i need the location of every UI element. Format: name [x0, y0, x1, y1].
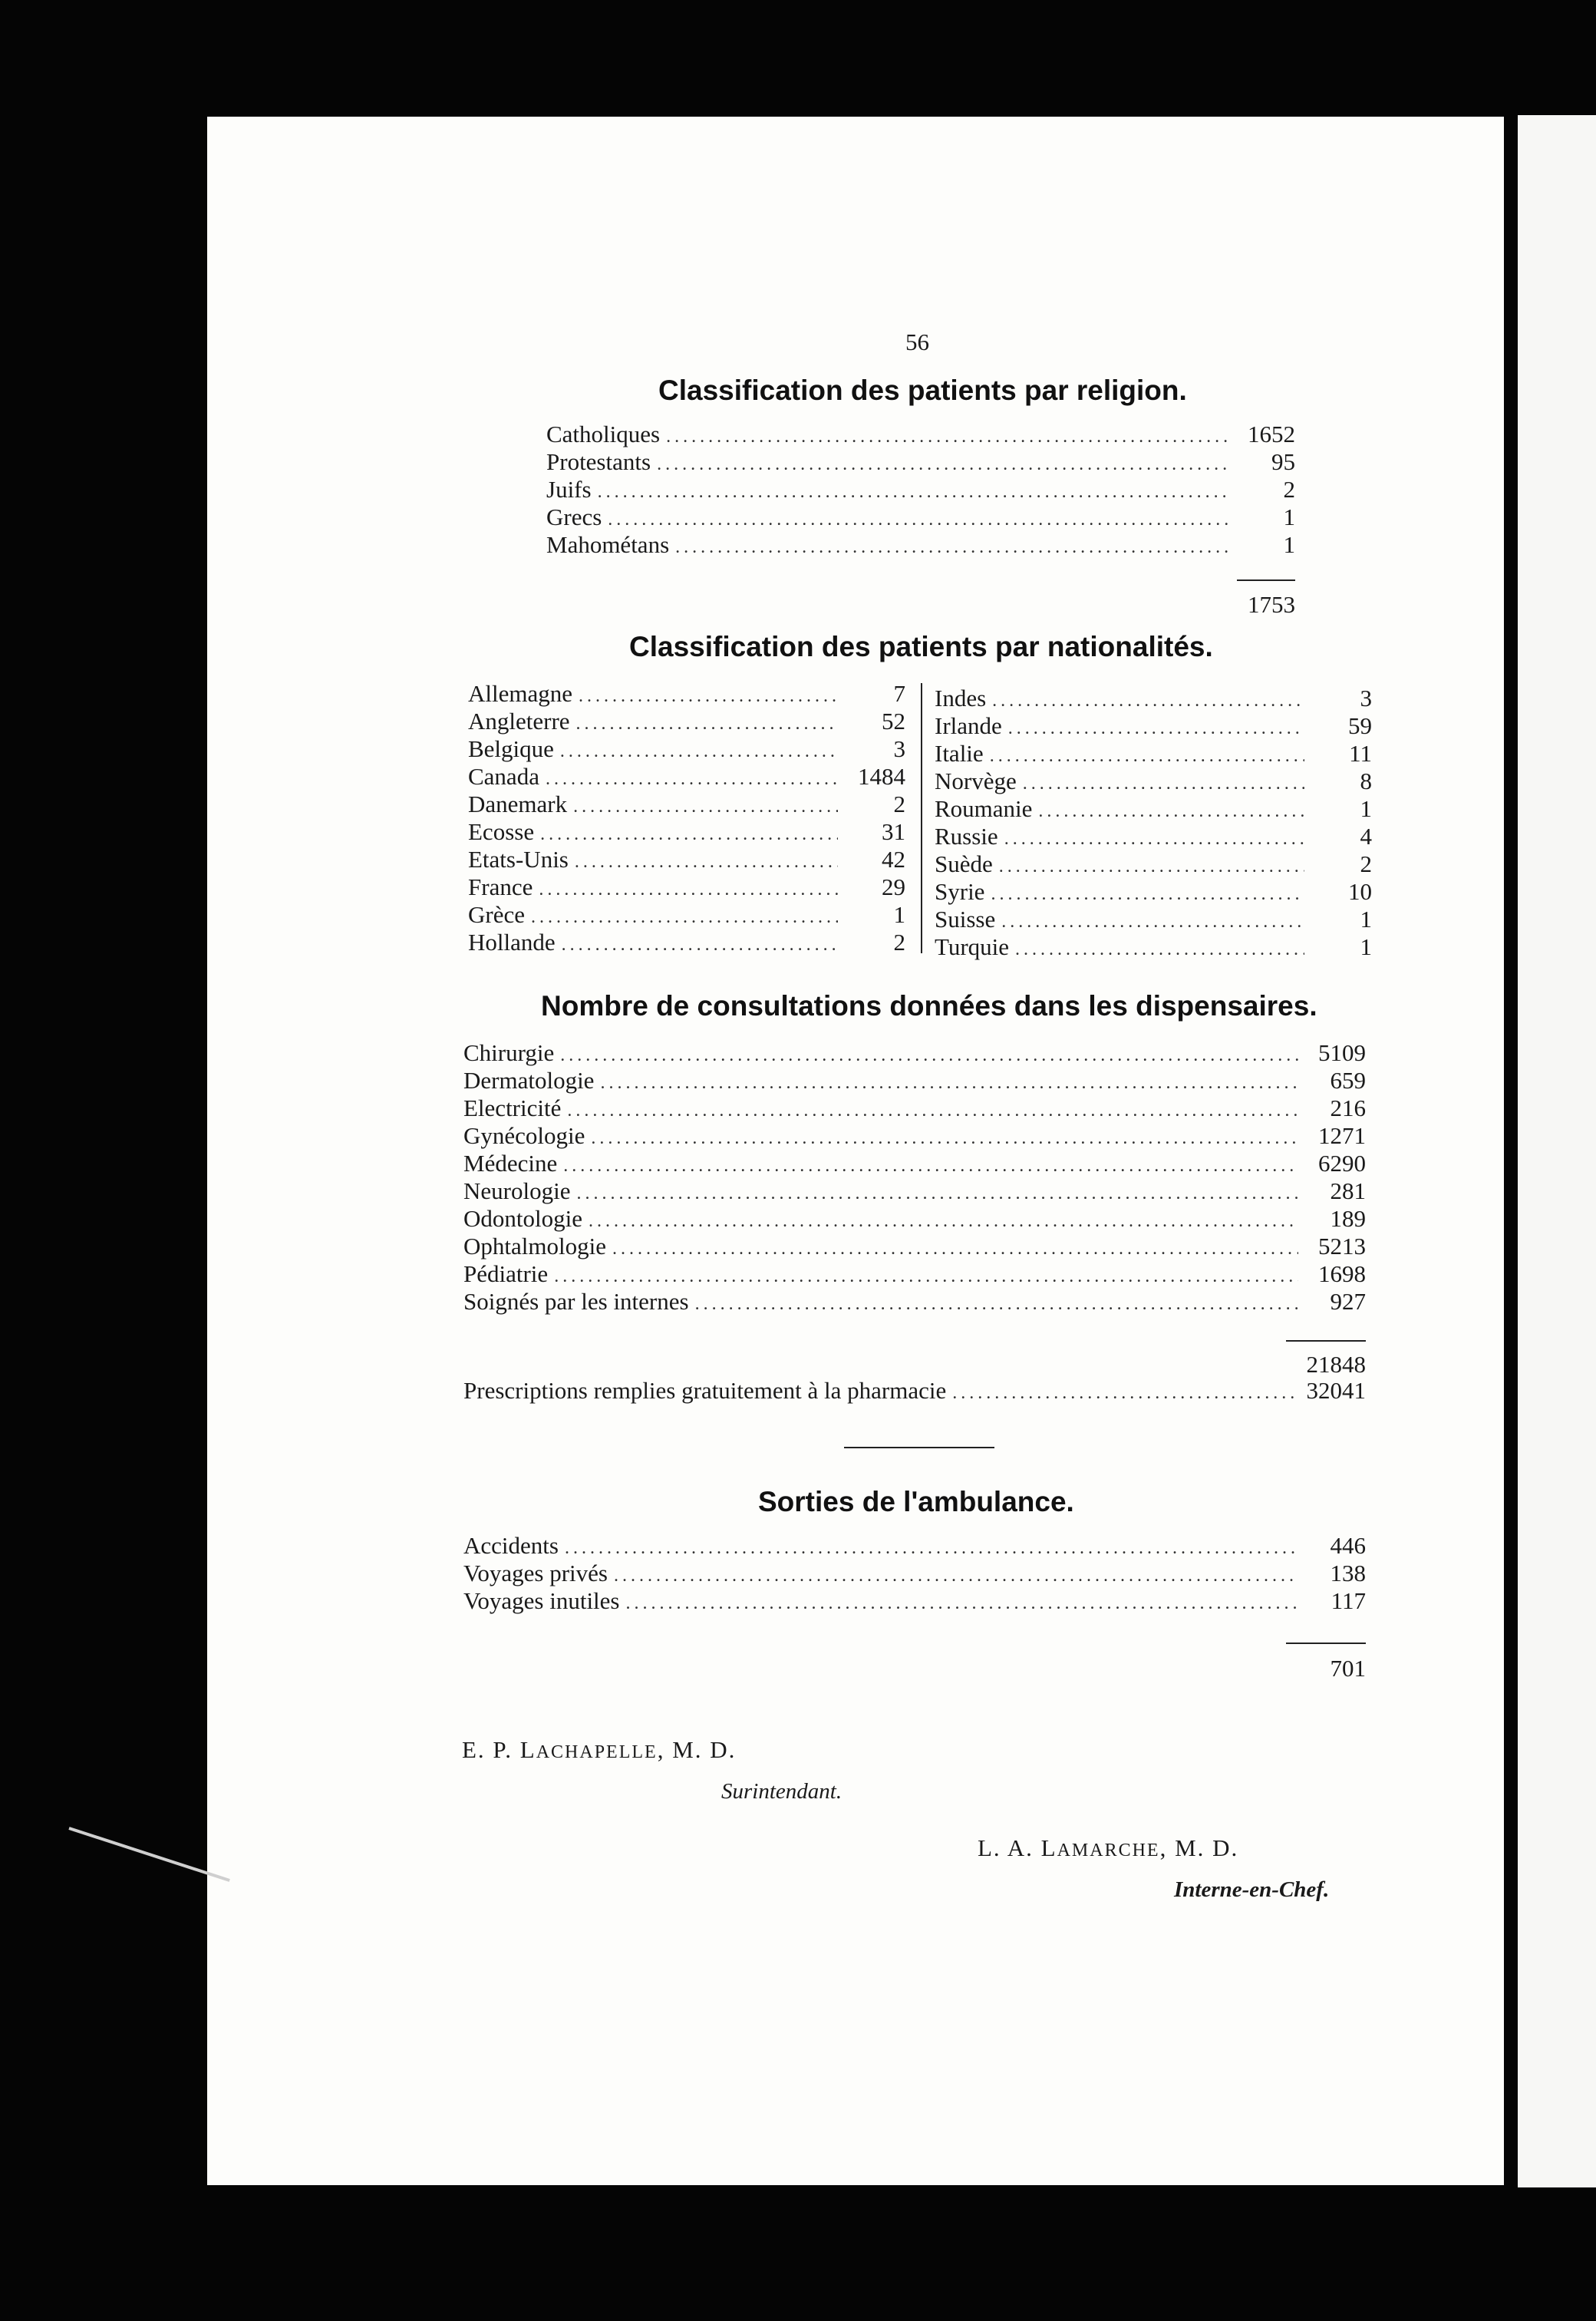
leader-dots — [576, 1184, 1298, 1204]
religion-total: 1753 — [1248, 591, 1295, 618]
film-scratch — [68, 1827, 229, 1882]
ambulance-total-rule — [1286, 1643, 1366, 1644]
leader-dots — [563, 1156, 1298, 1177]
leader-dots — [608, 510, 1228, 530]
dispensary-value: 659 — [1330, 1067, 1366, 1094]
page-number: 56 — [905, 329, 929, 355]
nationality-left-row — [468, 846, 905, 873]
adjacent-page-edge — [1518, 115, 1596, 2187]
dispensary-label: Soignés par les internes — [463, 1288, 689, 1315]
sig2-suffix: , M. D. — [1159, 1834, 1239, 1861]
religion-label: Grecs — [546, 503, 602, 530]
nationality-left-row — [468, 735, 905, 762]
nationality-left-row — [468, 901, 905, 928]
leader-dots — [991, 884, 1304, 905]
sig2-initials: L. A. L — [978, 1834, 1057, 1861]
religion-label: Mahométans — [546, 531, 670, 558]
leader-dots — [567, 1101, 1298, 1121]
dispensary-row — [463, 1288, 1366, 1315]
nationality-left-label: Belgique — [468, 735, 554, 762]
dispensary-label: Dermatologie — [463, 1067, 595, 1094]
dispensary-row — [463, 1150, 1366, 1177]
religion-label: Catholiques — [546, 421, 661, 447]
religion-row — [546, 503, 1295, 530]
dispensary-value: 1271 — [1318, 1122, 1366, 1149]
ambulance-heading: Sorties de l'ambulance. — [758, 1486, 1074, 1517]
religion-value: 2 — [1283, 476, 1295, 503]
nationality-right-label: Suède — [935, 850, 993, 877]
nationality-left-row — [468, 708, 905, 735]
ambulance-value: 138 — [1330, 1560, 1366, 1586]
nationality-right-value: 10 — [1348, 878, 1372, 905]
religion-label: Protestants — [546, 448, 651, 475]
leader-dots — [990, 746, 1304, 767]
nationality-heading: Classification des patients par nationalités. — [629, 631, 1213, 662]
role-interne-en-chef: Interne-en-Chef. — [1174, 1877, 1330, 1902]
leader-dots — [589, 1211, 1298, 1232]
nationality-right-row — [935, 685, 1372, 711]
nationality-right-value: 1 — [1360, 933, 1372, 960]
dispensary-row — [463, 1122, 1366, 1149]
nationality-left-value: 1484 — [858, 763, 905, 790]
dispensary-row — [463, 1260, 1366, 1287]
nationality-left-value: 7 — [893, 680, 905, 707]
nationality-right-row — [935, 823, 1372, 850]
prescriptions-row — [463, 1377, 1366, 1404]
nationality-right-value: 1 — [1360, 906, 1372, 933]
nationality-right-row — [935, 740, 1372, 767]
ambulance-value: 446 — [1330, 1532, 1366, 1559]
nationality-right-value: 4 — [1360, 823, 1372, 850]
leader-dots — [612, 1239, 1298, 1260]
dispensary-value: 5213 — [1318, 1233, 1366, 1260]
dispensary-row — [463, 1094, 1366, 1121]
dispensary-label: Ophtalmologie — [463, 1233, 606, 1260]
leader-dots — [626, 1593, 1299, 1614]
nationality-left-label: Allemagne — [468, 680, 573, 707]
nationality-right-label: Irlande — [935, 712, 1002, 739]
dispensary-label: Pédiatrie — [463, 1260, 549, 1287]
nationality-left-label: Ecosse — [468, 818, 535, 845]
leader-dots — [999, 857, 1304, 877]
leader-dots — [992, 691, 1304, 711]
prescriptions-value: 32041 — [1306, 1377, 1366, 1404]
nationality-left-label: Danemark — [468, 791, 568, 817]
nationality-column-divider — [921, 683, 922, 953]
nationality-right-value: 11 — [1349, 740, 1372, 767]
leader-dots — [600, 1073, 1298, 1094]
nationality-right-value: 3 — [1360, 685, 1372, 711]
nationality-right-label: Russie — [935, 823, 998, 850]
signature-lachapelle — [462, 1736, 736, 1764]
nationality-left-label: Angleterre — [468, 708, 570, 735]
leader-dots — [560, 1045, 1298, 1066]
nationality-right-label: Syrie — [935, 878, 985, 905]
leader-dots — [554, 1266, 1298, 1287]
leader-dots — [695, 1294, 1298, 1315]
leader-dots — [579, 686, 838, 707]
religion-heading: Classification des patients par religion. — [658, 375, 1187, 406]
section-divider — [844, 1447, 994, 1448]
nationality-left-row — [468, 818, 905, 845]
dispensary-label: Chirurgie — [463, 1039, 555, 1066]
ambulance-label: Voyages inutiles — [463, 1587, 620, 1614]
nationality-left-label: Hollande — [468, 929, 556, 956]
nationality-right-row — [935, 712, 1372, 739]
leader-dots — [531, 907, 838, 928]
dispensary-label: Médecine — [463, 1150, 558, 1177]
dispensary-row — [463, 1233, 1366, 1260]
dispensaries-heading: Nombre de consultations données dans les dispensaires. — [541, 990, 1317, 1022]
leader-dots — [546, 769, 838, 790]
leader-dots — [666, 427, 1228, 447]
nationality-right-label: Suisse — [935, 906, 996, 933]
leader-dots — [573, 797, 838, 817]
leader-dots — [540, 824, 838, 845]
religion-row — [546, 448, 1295, 475]
nationality-right-value: 8 — [1360, 768, 1372, 794]
dispensary-label: Gynécologie — [463, 1122, 585, 1149]
leader-dots — [1038, 801, 1304, 822]
religion-value: 1652 — [1248, 421, 1295, 447]
religion-value: 1 — [1283, 503, 1295, 530]
nationality-left-label: Etats-Unis — [468, 846, 569, 873]
nationality-right-label: Turquie — [935, 933, 1010, 960]
religion-value: 1 — [1283, 531, 1295, 558]
nationality-left-label: France — [468, 873, 533, 900]
dispensary-label: Electricité — [463, 1094, 562, 1121]
ambulance-label: Voyages privés — [463, 1560, 608, 1586]
dispensary-row — [463, 1205, 1366, 1232]
leader-dots — [675, 537, 1228, 558]
ambulance-value: 117 — [1331, 1587, 1366, 1614]
dispensary-row — [463, 1177, 1366, 1204]
nationality-left-row — [468, 763, 905, 790]
dispensary-value: 216 — [1330, 1094, 1366, 1121]
nationality-right-value: 1 — [1360, 795, 1372, 822]
nationality-left-value: 52 — [882, 708, 905, 735]
dispensary-value: 189 — [1330, 1205, 1366, 1232]
nationality-right-row — [935, 768, 1372, 794]
dispensaries-total: 21848 — [1306, 1351, 1366, 1378]
nationality-left-value: 1 — [893, 901, 905, 928]
dispensary-row — [463, 1039, 1366, 1066]
leader-dots — [1004, 829, 1304, 850]
nationality-right-label: Roumanie — [935, 795, 1033, 822]
nationality-left-row — [468, 791, 905, 817]
nationality-right-row — [935, 850, 1372, 877]
nationality-left-row — [468, 680, 905, 707]
sig2-surname-rest: AMARCHE — [1057, 1841, 1160, 1860]
dispensary-value: 281 — [1330, 1177, 1366, 1204]
leader-dots — [1001, 912, 1304, 933]
ambulance-row — [463, 1560, 1366, 1586]
nationality-left-value: 2 — [893, 929, 905, 956]
dispensary-row — [463, 1067, 1366, 1094]
leader-dots — [539, 880, 838, 900]
nationality-right-value: 2 — [1360, 850, 1372, 877]
leader-dots — [952, 1383, 1298, 1404]
nationality-right-row — [935, 906, 1372, 933]
nationality-right-value: 59 — [1348, 712, 1372, 739]
leader-dots — [562, 935, 838, 956]
nationality-left-row — [468, 873, 905, 900]
dispensary-value: 1698 — [1318, 1260, 1366, 1287]
religion-row — [546, 421, 1295, 447]
nationality-left-label: Canada — [468, 763, 539, 790]
ambulance-total: 701 — [1330, 1655, 1366, 1682]
dispensary-value: 5109 — [1318, 1039, 1366, 1066]
leader-dots — [565, 1538, 1298, 1559]
religion-row — [546, 476, 1295, 503]
leader-dots — [591, 1128, 1298, 1149]
role-surintendant: Surintendant. — [721, 1779, 843, 1804]
dispensaries-total-rule — [1286, 1340, 1366, 1342]
nationality-left-value: 3 — [893, 735, 905, 762]
leader-dots — [560, 741, 838, 762]
prescriptions-label: Prescriptions remplies gratuitement à la pharmacie — [463, 1377, 947, 1404]
dispensary-label: Neurologie — [463, 1177, 571, 1204]
religion-value: 95 — [1271, 448, 1295, 475]
dispensary-value: 927 — [1330, 1288, 1366, 1315]
dispensary-value: 6290 — [1318, 1150, 1366, 1177]
nationality-right-row — [935, 878, 1372, 905]
nationality-left-value: 42 — [882, 846, 905, 873]
ambulance-row — [463, 1532, 1366, 1559]
nationality-left-label: Grèce — [468, 901, 525, 928]
ambulance-label: Accidents — [463, 1532, 559, 1559]
nationality-right-row — [935, 795, 1372, 822]
leader-dots — [576, 714, 838, 735]
ambulance-row — [463, 1587, 1366, 1614]
religion-label: Juifs — [546, 476, 592, 503]
nationality-left-row — [468, 929, 905, 956]
nationality-right-row — [935, 933, 1372, 960]
signature-lamarche — [978, 1834, 1238, 1862]
leader-dots — [1015, 939, 1304, 960]
dispensary-label: Odontologie — [463, 1205, 582, 1232]
sig1-suffix: , M. D. — [657, 1736, 737, 1763]
nationality-right-label: Italie — [935, 740, 984, 767]
leader-dots — [575, 852, 838, 873]
nationality-left-value: 31 — [882, 818, 905, 845]
sig1-surname-rest: ACHAPELLE — [536, 1742, 658, 1762]
leader-dots — [1008, 718, 1304, 739]
leader-dots — [598, 482, 1228, 503]
religion-row — [546, 531, 1295, 558]
religion-total-rule — [1237, 579, 1295, 581]
leader-dots — [614, 1566, 1298, 1586]
nationality-right-label: Indes — [935, 685, 987, 711]
leader-dots — [1023, 774, 1304, 794]
sig1-initials: E. P. L — [462, 1736, 536, 1763]
leader-dots — [657, 454, 1228, 475]
nationality-left-value: 2 — [893, 791, 905, 817]
nationality-right-label: Norvège — [935, 768, 1017, 794]
nationality-left-value: 29 — [882, 873, 905, 900]
